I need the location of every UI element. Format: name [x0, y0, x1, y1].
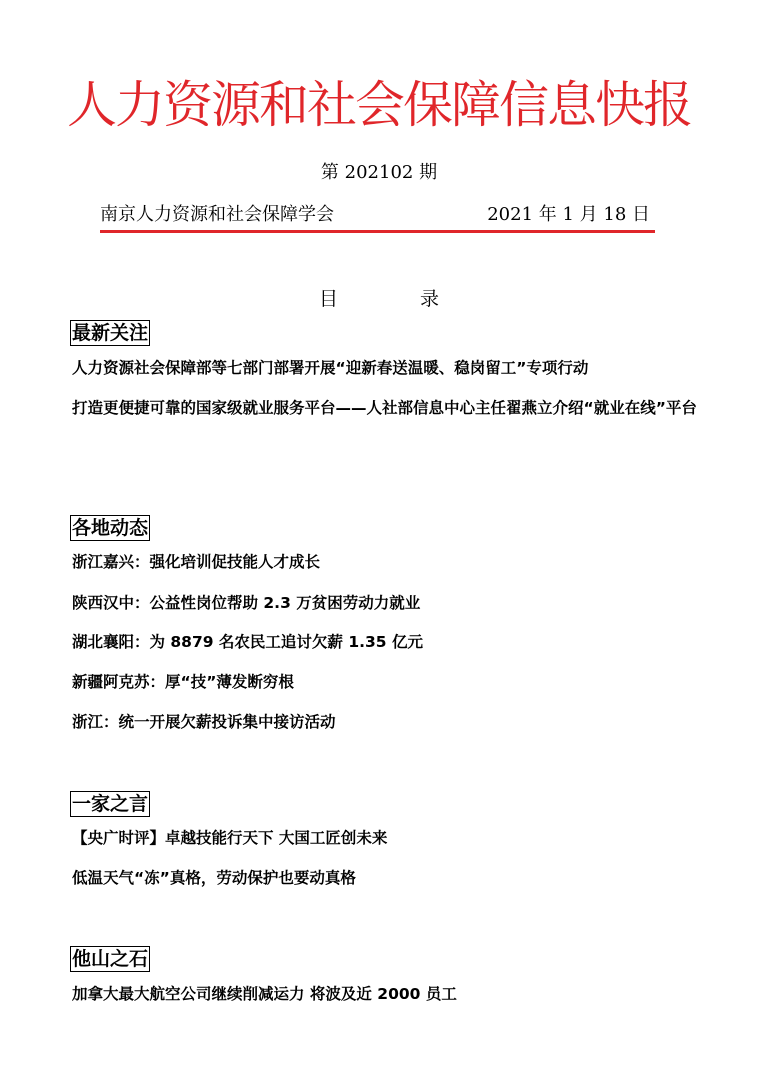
organization-name: 南京人力资源和社会保障学会	[100, 204, 334, 225]
toc-item[interactable]: 打造更便捷可靠的国家级就业服务平台——人社部信息中心主任翟燕立介绍“就业在线”平台	[72, 399, 697, 417]
toc-item[interactable]: 湖北襄阳：为 8879 名农民工追讨欠薪 1.35 亿元	[72, 633, 423, 651]
red-divider	[100, 230, 655, 233]
toc-item[interactable]: 浙江：统一开展欠薪投诉集中接访活动	[72, 713, 336, 731]
toc-title: 目 录	[318, 288, 440, 310]
toc-item[interactable]: 新疆阿克苏：厚“技”薄发断穷根	[72, 673, 294, 691]
toc-item[interactable]: 加拿大最大航空公司继续削减运力 将波及近 2000 员工	[72, 985, 457, 1003]
issue-number: 第 202102 期	[320, 162, 438, 183]
section-heading-abroad: 他山之石	[72, 948, 149, 970]
section-heading-opinion: 一家之言	[72, 793, 149, 815]
toc-item[interactable]: 浙江嘉兴：强化培训促技能人才成长	[72, 553, 321, 571]
toc-item[interactable]: 陕西汉中：公益性岗位帮助 2.3 万贫困劳动力就业	[72, 594, 421, 612]
publication-date: 2021 年 1 月 18 日	[487, 204, 650, 225]
toc-item[interactable]: 低温天气“冻”真格，劳动保护也要动真格	[72, 869, 356, 887]
section-heading-latest: 最新关注	[72, 322, 149, 344]
masthead-title: 人力资源和社会保障信息快报	[67, 76, 691, 134]
toc-item[interactable]: 【央广时评】卓越技能行天下 大国工匠创未来	[72, 829, 388, 847]
section-heading-local: 各地动态	[72, 517, 149, 539]
toc-item[interactable]: 人力资源社会保障部等七部门部署开展“迎新春送温暖、稳岗留工”专项行动	[72, 359, 589, 377]
